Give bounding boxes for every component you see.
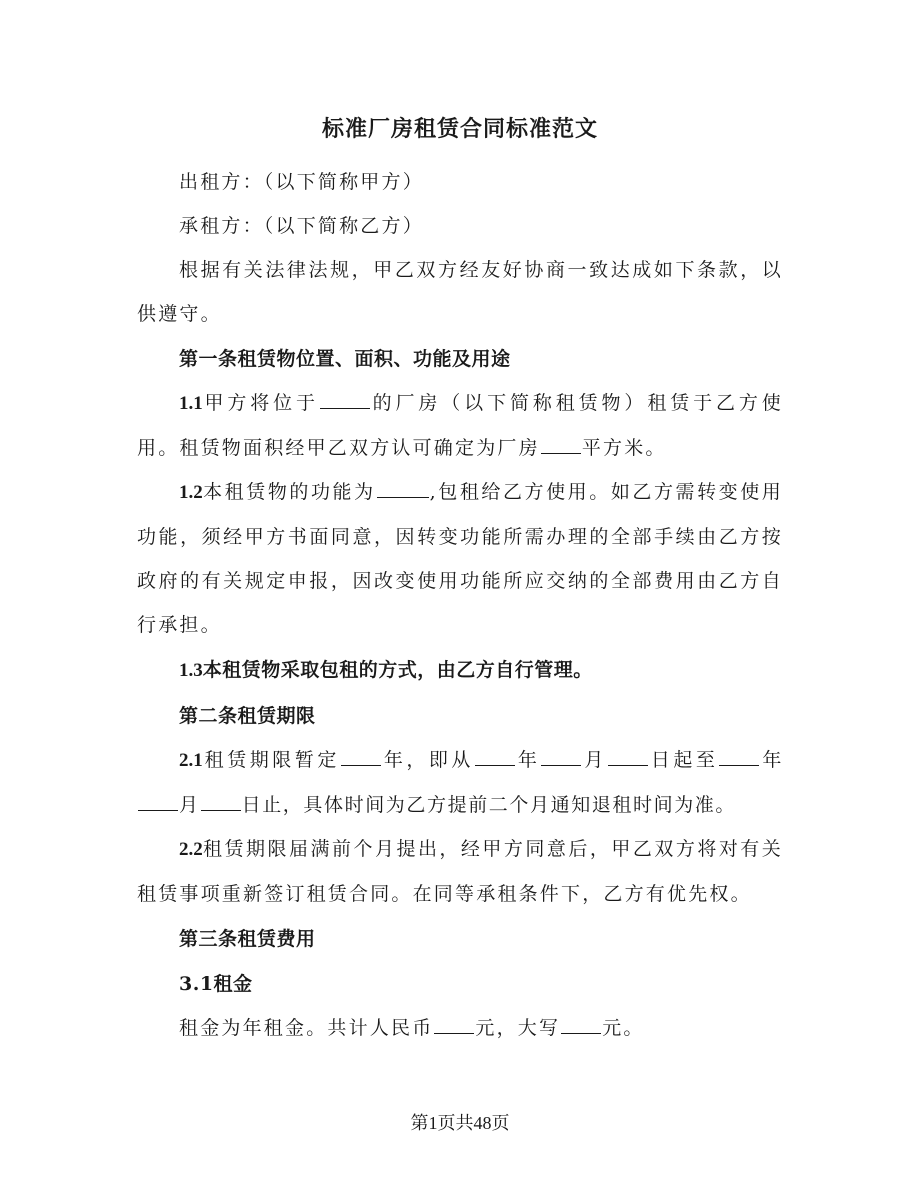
- clause-text: 日止，具体时间为乙方提前二个月通知退租时间为准。: [241, 794, 737, 816]
- clause-text: 本租赁物的功能为: [202, 481, 376, 503]
- blank-rent-amount: [434, 1014, 474, 1034]
- clause-number: 2.1: [179, 750, 203, 771]
- clause-1-2: [137, 470, 783, 647]
- clause-2-2: [137, 827, 783, 916]
- clause-text: 租赁期限暂定: [202, 749, 340, 771]
- blank-start-year: [475, 746, 515, 766]
- clause-text: 元。: [602, 1017, 645, 1039]
- clause-3-1-rent: [137, 1006, 783, 1050]
- blank-start-day: [608, 746, 648, 766]
- clause-1-1: [137, 381, 783, 470]
- blank-years: [341, 746, 381, 766]
- clause-1-3: [137, 648, 783, 693]
- clause-text: ,包租给乙方使用。如乙方需转变使用功能，须经甲方书面同意，因转变功能所需办理的全部手续由乙方按政府的有关规定申报，因改变使用功能所应交纳的全部费用由乙方自行承担。: [137, 481, 783, 636]
- clause-text: 甲方将位于: [202, 392, 319, 414]
- blank-end-day: [201, 791, 241, 811]
- blank-function: [377, 478, 429, 498]
- blank-end-year: [719, 746, 759, 766]
- clause-text: 租金为年租金。共计人民币: [179, 1017, 434, 1039]
- clause-number: 1.1: [179, 393, 203, 414]
- blank-start-month: [541, 746, 581, 766]
- lessee-line: 承租方：（以下简称乙方）: [179, 215, 424, 237]
- clause-text: 年，即从: [381, 749, 474, 771]
- blank-rent-amount-words: [561, 1014, 601, 1034]
- clause-text: 月: [179, 794, 200, 816]
- clause-text: 本租赁物采取包租的方式，由乙方自行管理。: [202, 659, 593, 681]
- page-number-footer: 第1页共48页: [410, 1113, 510, 1133]
- clause-number: 1.3: [179, 660, 203, 681]
- clause-text: 元，大写: [475, 1017, 561, 1039]
- article-1-heading: 第一条租赁物位置、面积、功能及用途: [179, 348, 511, 370]
- article-2-heading: 第二条租赁期限: [179, 705, 316, 727]
- clause-number: 2.2: [179, 839, 203, 860]
- clause-text: 年: [515, 749, 541, 771]
- blank-area: [541, 434, 581, 454]
- clause-2-1: [137, 738, 783, 827]
- blank-location: [320, 389, 370, 409]
- clause-text: 的厂房（以下简称租赁物）租赁于乙方使用。租赁物面积经甲乙双方认可确定为厂房: [137, 392, 783, 459]
- clause-3-1-heading: 3.1租金: [179, 973, 253, 995]
- clause-text: 年: [760, 749, 783, 771]
- document-body: [137, 160, 783, 1050]
- lessor-line: 出租方：（以下简称甲方）: [179, 171, 424, 193]
- clause-text: 月: [582, 749, 607, 771]
- preamble-paragraph: 根据有关法律法规，甲乙双方经友好协商一致达成如下条款，以供遵守。: [137, 259, 783, 325]
- clause-text: 日起至: [648, 749, 719, 771]
- article-3-heading: 第三条租赁费用: [179, 928, 316, 950]
- clause-text: 租赁期限届满前个月提出，经甲方同意后，甲乙双方将对有关租赁事项重新签订租赁合同。在同等承租条件下，乙方有优先权。: [137, 838, 783, 905]
- clause-number: 1.2: [179, 482, 203, 503]
- clause-text: 平方米。: [581, 437, 667, 459]
- document-title: 标准厂房租赁合同标准范文: [321, 116, 598, 142]
- blank-end-month: [138, 791, 178, 811]
